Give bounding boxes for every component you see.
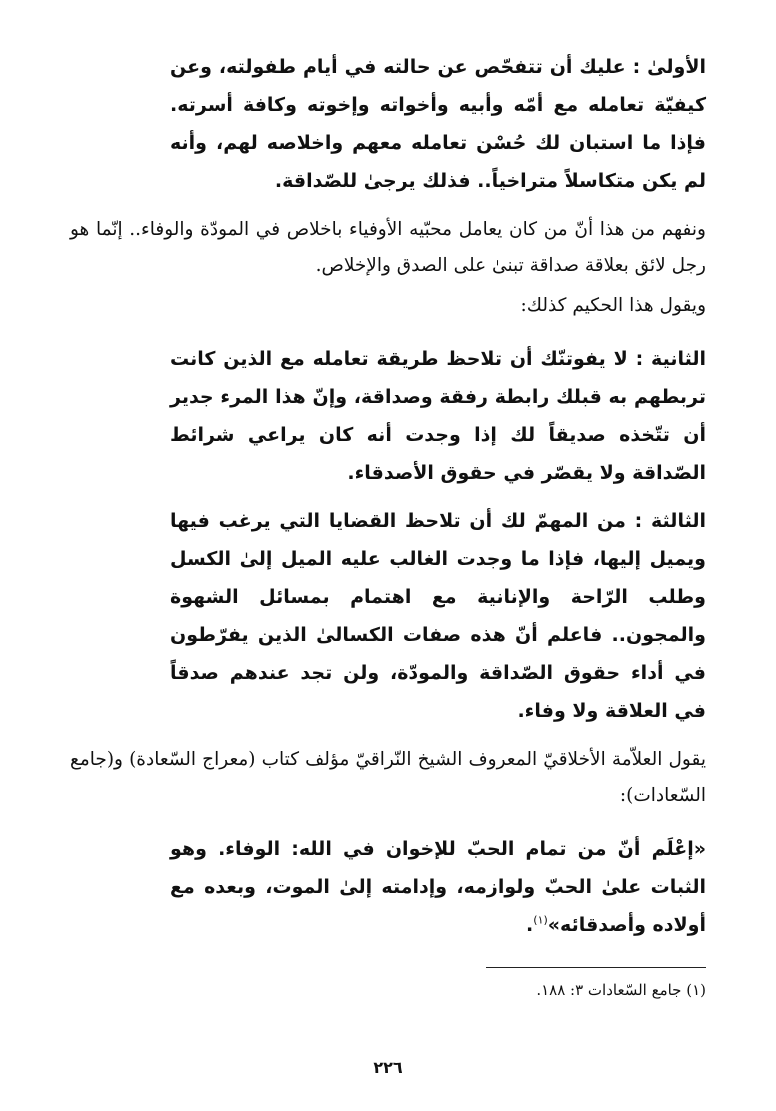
quote-first-label: الأولىٰ : bbox=[632, 56, 706, 78]
quote-third-label: الثالثة : bbox=[634, 510, 706, 532]
commentary-text-3: يقول العلاّمة الأخلاقيّ المعروف الشيخ النّراقيّ مؤلف كتاب (معراج السّعادة) و(جامع السّعادات): bbox=[70, 749, 706, 806]
quote-first-paragraph bbox=[170, 48, 706, 200]
quote-naraqi-paragraph bbox=[170, 830, 706, 944]
quote-third-condition bbox=[170, 502, 706, 730]
quote-naraqi-text: «إعْلَم أنّ من تمام الحبّ للإخوان في الله: الوفاء. وهو الثبات علىٰ الحبّ ولوازمه، وإدامته إلىٰ الموت، وبعده مع أولاده وأصدقائه» bbox=[170, 838, 706, 936]
quote-naraqi bbox=[170, 830, 706, 944]
commentary-text-1: ونفهم من هذا أنّ من كان يعامل محبّيه الأوفياء باخلاص في المودّة والوفاء.. إنّما هو رجل لائق بعلاقة صداقة تبنىٰ على الصدق والإخلاص. bbox=[70, 219, 706, 276]
commentary-paragraph-2 bbox=[70, 288, 706, 324]
commentary-paragraph-3 bbox=[70, 742, 706, 814]
quote-third-text: من المهمّ لك أن تلاحظ القضايا التي يرغب فيها ويميل إليها، فإذا ما وجدت الغالب عليه الميل إلىٰ الكسل وطلب الرّاحة والإنانية مع اهتمام بمسائل الشهوة والمجون.. فاعلم أنّ هذه صفات الكسالىٰ الذين يفرّطون في أداء حقوق الصّداقة والمودّة، ولن تجد عندهم صدقاً في العلاقة ولا وفاء. bbox=[170, 510, 706, 722]
quote-second-text: لا يفوتنّك أن تلاحظ طريقة تعامله مع الذين كانت تربطهم به قبلك رابطة رفقة وصداقة، وإنّ هذا المرء جدير أن تتّخذه صديقاً لك إذا وجدت أنه كان يراعي شرائط الصّداقة ولا يقصّر في حقوق الأصدقاء. bbox=[170, 348, 706, 484]
page-number: ٢٢٦ bbox=[373, 1058, 403, 1077]
quote-second-condition bbox=[170, 340, 706, 492]
quote-third-paragraph bbox=[170, 502, 706, 730]
footnote: (١) جامع السّعادات ٣: ١٨٨. bbox=[536, 981, 706, 999]
quote-first-text: عليك أن تتفحّص عن حالته في أيام طفولته، وعن كيفيّة تعامله مع أمّه وأبيه وأخواته وإخوته وكافة أسرته. فإذا ما استبان لك حُسْن تعامله معهم واخلاصه لهم، وأنه لم يكن متكاسلاً متراخياً.. فذلك يرجىٰ للصّداقة. bbox=[170, 56, 706, 192]
footnote-divider bbox=[486, 967, 706, 968]
quote-second-paragraph bbox=[170, 340, 706, 492]
footnote-reference: (١) bbox=[533, 913, 548, 927]
quote-second-label: الثانية : bbox=[635, 348, 706, 370]
commentary-paragraph-1 bbox=[70, 212, 706, 284]
commentary-text-2: ويقول هذا الحكيم كذلك: bbox=[520, 295, 706, 316]
quote-first-condition bbox=[170, 48, 706, 198]
book-page bbox=[70, 48, 706, 1078]
quote-naraqi-end: . bbox=[526, 914, 534, 936]
